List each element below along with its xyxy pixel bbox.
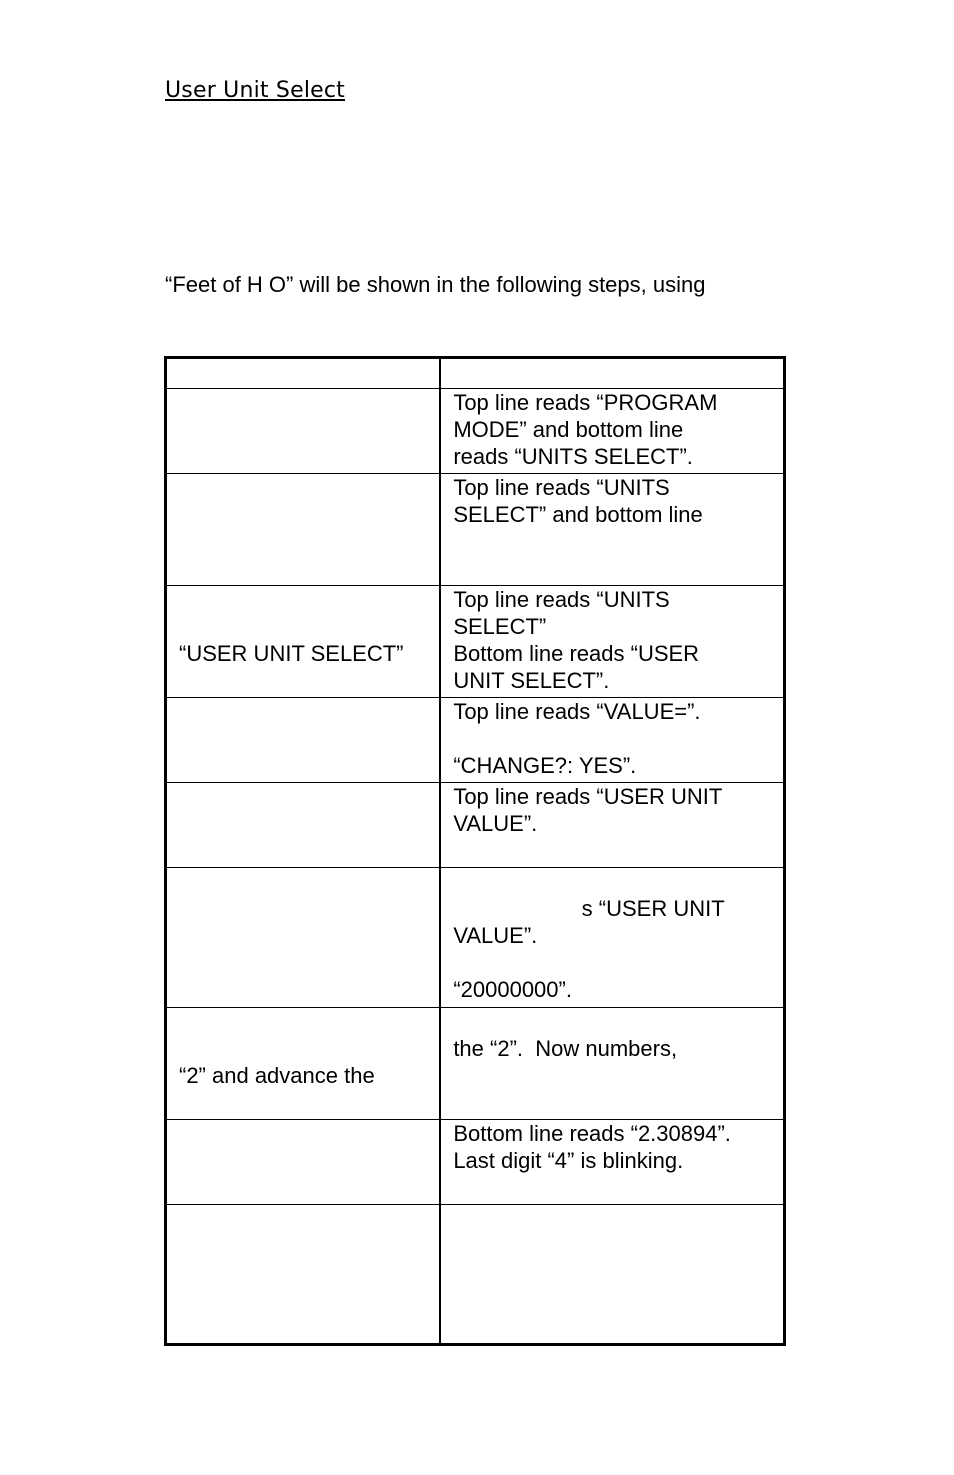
cell-text-line: Last digit “4” is blinking. — [453, 1148, 684, 1173]
cell-text-line: SELECT” — [453, 614, 547, 639]
step-action-cell — [166, 868, 441, 1008]
cell-text-line: reads “UNITS SELECT”. — [453, 444, 693, 469]
step-action-cell — [166, 698, 441, 783]
step-display-cell — [440, 586, 784, 698]
step-display-cell — [440, 389, 784, 474]
cell-text-line: Top line reads “UNITS — [453, 475, 670, 500]
section-heading: User Unit Select — [165, 78, 345, 103]
cell-text-line — [453, 1008, 777, 1035]
cell-text-line — [179, 1035, 433, 1062]
table-row — [166, 389, 785, 474]
step-display-cell — [440, 1120, 784, 1205]
cell-text-line: Bottom line reads “USER — [453, 641, 700, 666]
cell-text-line — [453, 949, 777, 976]
cell-text-line: Top line reads “VALUE=”. — [453, 699, 701, 724]
step-display-cell — [440, 474, 784, 586]
cell-text-line: s “USER UNIT — [453, 896, 725, 921]
cell-text-line — [453, 868, 777, 895]
step-action-cell — [166, 1120, 441, 1205]
step-display-cell — [440, 1205, 784, 1345]
cell-text-line — [179, 613, 433, 640]
steps-table — [164, 356, 786, 1346]
step-display-cell — [440, 868, 784, 1008]
step-action-cell — [166, 783, 441, 868]
table-row — [166, 586, 785, 698]
table-row — [166, 868, 785, 1008]
step-action-cell — [166, 1205, 441, 1345]
step-action-cell — [166, 586, 441, 698]
step-display-cell — [440, 783, 784, 868]
cell-text-line: “2” and advance the — [179, 1063, 375, 1088]
table-row — [166, 474, 785, 586]
table-row — [166, 783, 785, 868]
cell-text-line — [179, 586, 433, 613]
cell-text-line: VALUE”. — [453, 923, 538, 948]
table-row — [166, 358, 785, 389]
cell-text-line: the “2”. Now numbers, — [453, 1036, 678, 1061]
cell-text-line: Bottom line reads “2.30894”. — [453, 1121, 731, 1146]
cell-text-line — [179, 1008, 433, 1035]
cell-text-line: Top line reads “UNITS — [453, 587, 670, 612]
steps-table-body — [166, 358, 785, 1345]
cell-text-line: “20000000”. — [453, 977, 572, 1002]
cell-text-line: VALUE”. — [453, 811, 538, 836]
cell-text-line: SELECT” and bottom line — [453, 502, 703, 527]
cell-text-line: Top line reads “PROGRAM — [453, 390, 718, 415]
cell-text-line — [453, 725, 777, 752]
intro-text: “Feet of H O” will be shown in the following steps, using — [165, 272, 706, 297]
table-row — [166, 1205, 785, 1345]
cell-text-line: “USER UNIT SELECT” — [179, 641, 404, 666]
step-display-cell — [440, 698, 784, 783]
table-row — [166, 698, 785, 783]
step-action-cell — [166, 474, 441, 586]
step-action-cell — [166, 389, 441, 474]
cell-text-line: “CHANGE?: YES”. — [453, 753, 637, 778]
step-display-cell — [440, 358, 784, 389]
step-display-cell — [440, 1008, 784, 1120]
table-row — [166, 1120, 785, 1205]
step-action-cell — [166, 1008, 441, 1120]
cell-text-line: MODE” and bottom line — [453, 417, 684, 442]
table-row — [166, 1008, 785, 1120]
cell-text-line: Top line reads “USER UNIT — [453, 784, 723, 809]
step-action-cell — [166, 358, 441, 389]
cell-text-line: UNIT SELECT”. — [453, 668, 610, 693]
